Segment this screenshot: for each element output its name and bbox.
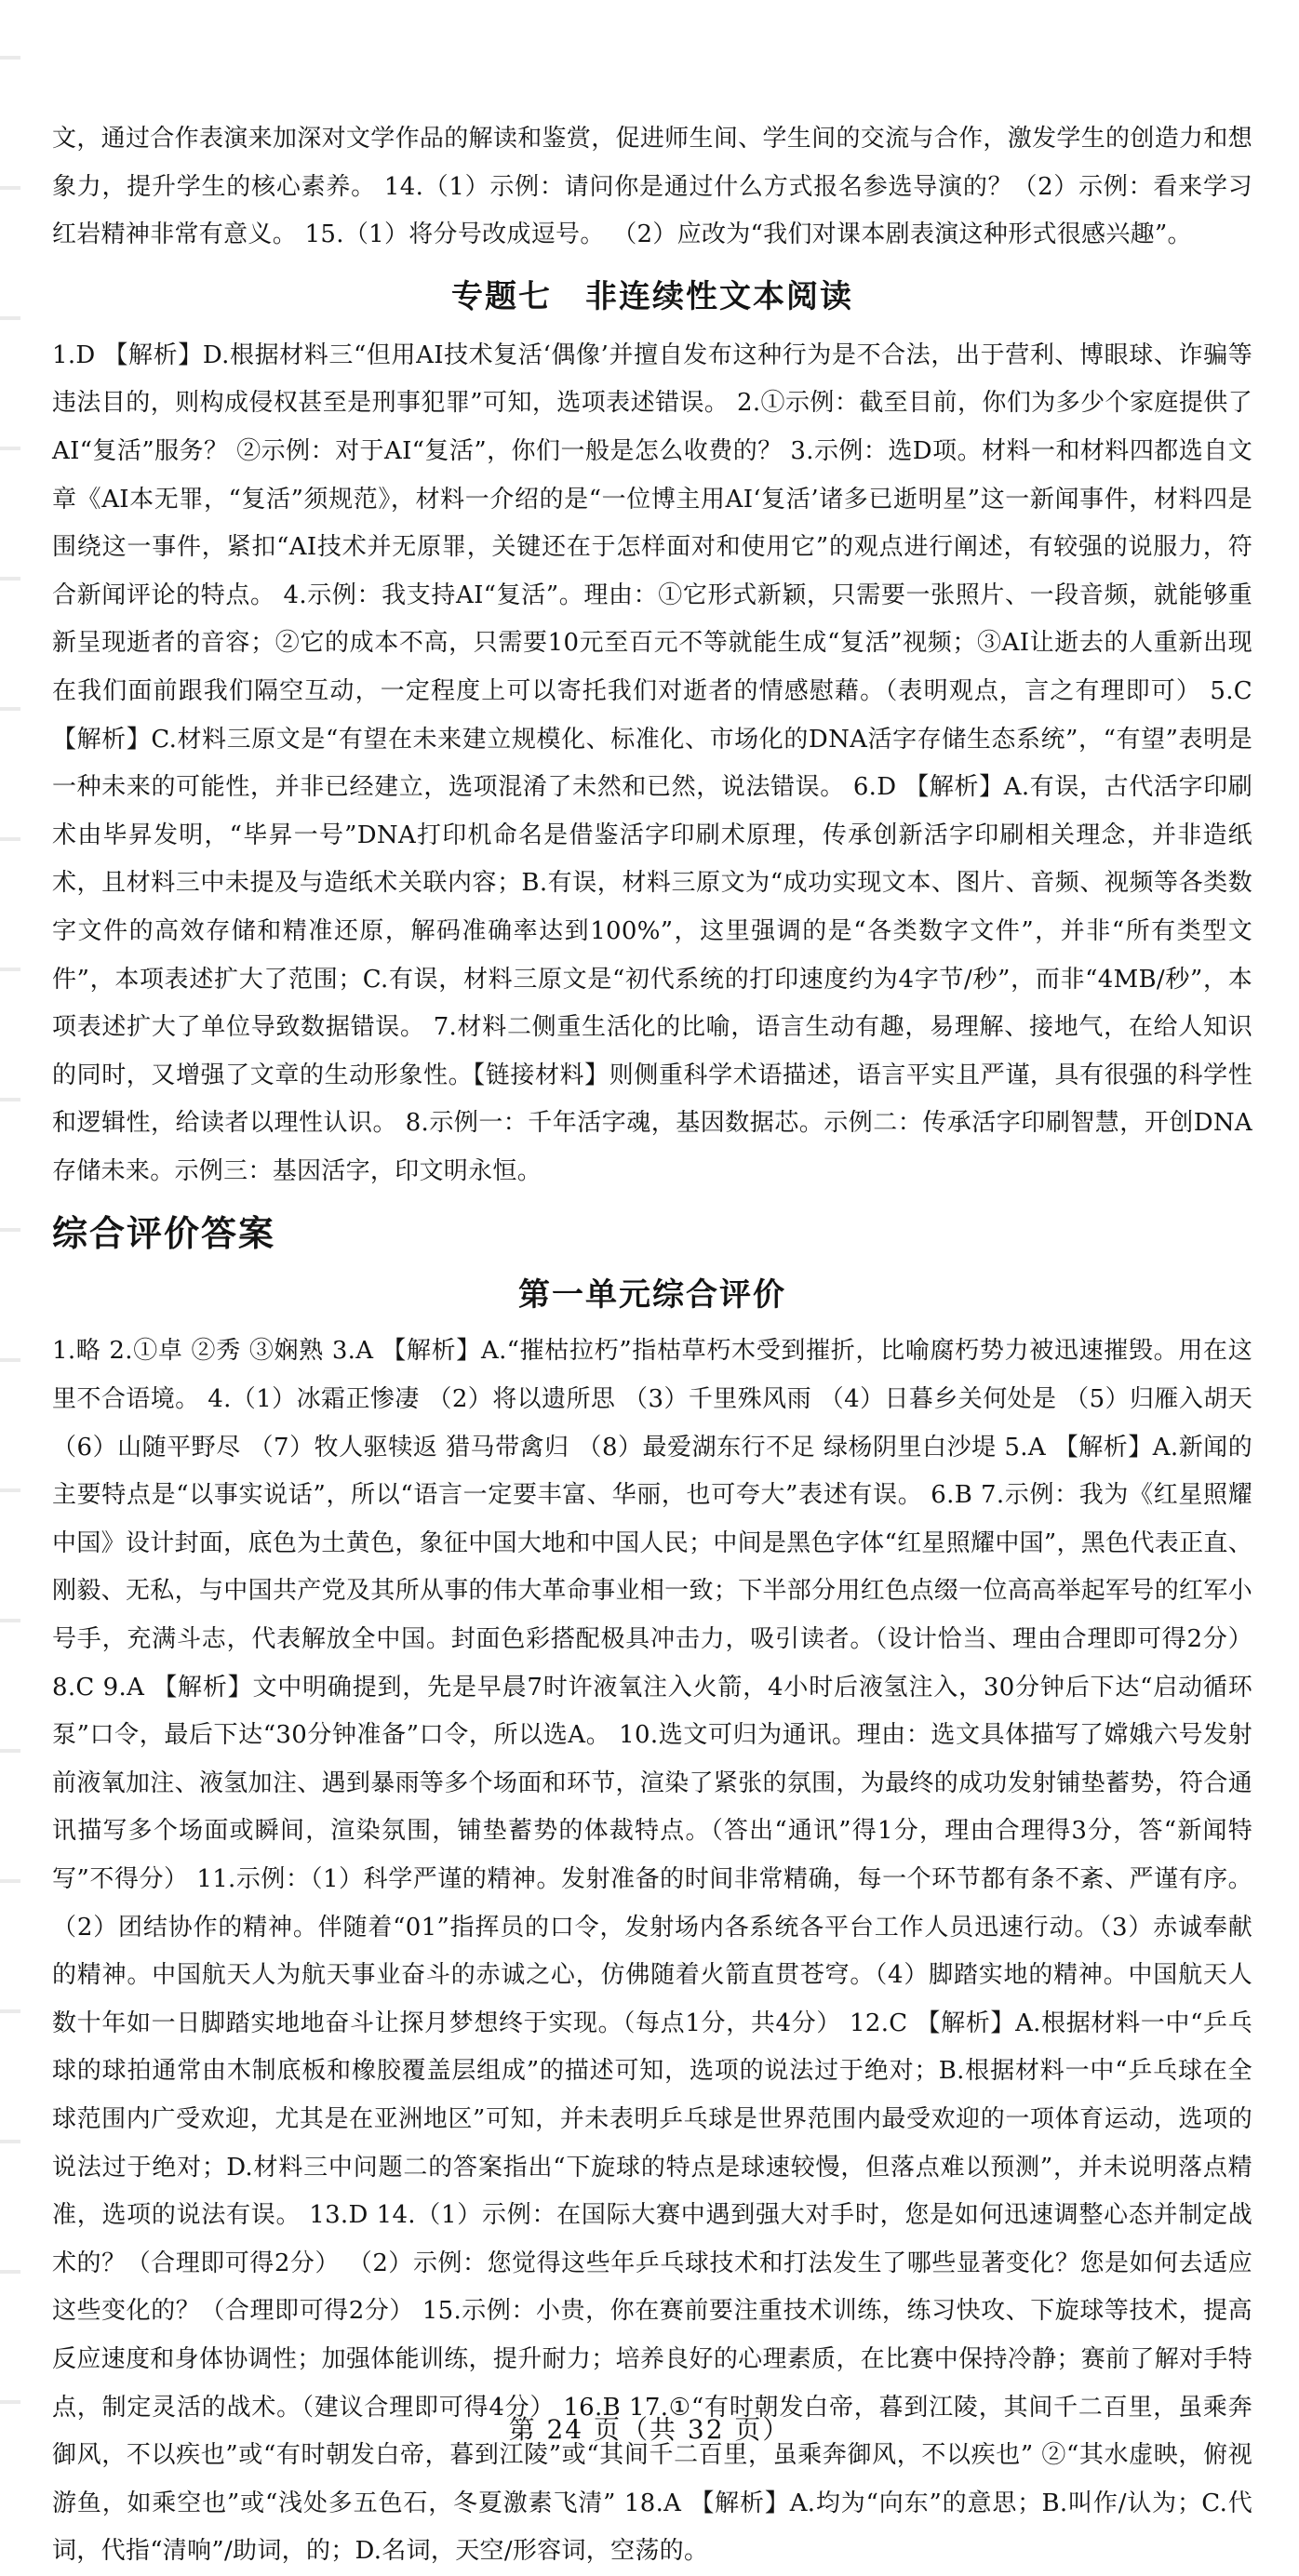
topic-seven-title: 专题七 非连续性文本阅读 — [451, 277, 853, 315]
comprehensive-title: 综合评价答案 — [52, 1213, 276, 1255]
topic-seven-paragraph: 1.D 【解析】D.根据材料三“但用AI技术复活‘偶像’并擅自发布这种行为是不合法，出于营利、博眼球、诈骗等违法目的，则构成侵权甚至是刑事犯罪”可知，选项表述错误。 2.①示例：截至目前，你们为多少个家庭提供了AI“复活”服务？ ②示例：对于AI“复活”，你们一般是怎么收费的？ 3.示例：选D项。材料一和材料四都选自文章《AI本无罪，“复活”须规范》，材料一介绍的是“一位博主用AI‘复活’诸多已逝明星”这一新闻事件，材料四是围绕这一事件，紧扣“AI技术并无原罪，关键还在于怎样面对和使用它”的观点进行阐述，有较强的说服力，符合新闻评论的特点。 4.示例：我支持AI“复活”。理由：①它形式新颖，只需要一张照片、一段音频，就能够重新呈现逝者的音容；②它的成本不高，只需要10元至百元不等就能生成“复活”视频；③AI让逝去的人重新出现在我们面前跟我们隔空互动，一定程度上可以寄托我们对逝者的情感慰藉。（表明观点，言之有理即可） 5.C 【解析】C.材料三原文是“有望在未来建立规模化、标准化、市场化的DNA活字存储生态系统”，“有望”表明是一种未来的可能性，并非已经建立，选项混淆了未然和已然，说法错误。 6.D 【解析】A.有误，古代活字印刷术由毕昇发明，“毕昇一号”DNA打印机命名是借鉴活字印刷术原理，传承创新活字印刷相关理念，并非造纸术，且材料三中未提及与造纸术关联内容；B.有误，材料三原文为“成功实现文本、图片、音频、视频等各类数字文件的高效存储和精准还原，解码准确率达到100%”，这里强调的是“各类数字文件”，并非“所有类型文件”，本项表述扩大了范围；C.有误，材料三原文是“初代系统的打印速度约为4字节/秒”，而非“4MB/秒”，本项表述扩大了单位导致数据错误。 7.材料二侧重生活化的比喻，语言生动有趣，易理解、接地气，在给人知识的同时，又增强了文章的生动形象性。【链接材料】则侧重科学术语描述，语言平实且严谨，具有很强的科学性和逻辑性，给读者以理性认识。 8.示例一：千年活字魂，基因数据芯。示例二：传承活字印刷智慧，开创DNA存储未来。示例三：基因活字，印文明永恒。 — [52, 340, 1252, 1185]
unit-one-title: 第一单元综合评价 — [518, 1276, 786, 1315]
unit-one-paragraph: 1.略 2.①卓 ②秀 ③娴熟 3.A 【解析】A.“摧枯拉朽”指枯草朽木受到摧折，比喻腐朽势力被迅速摧毁。用在这里不合语境。 4.（1）冰霜正惨凄 （2）将以遗所思 （3）千里殊风雨 （4）日暮乡关何处是 （5）归雁入胡天 （6）山随平野尽 （7）牧人驱犊返 猎马带禽归 （8）最爱湖东行不足 绿杨阴里白沙堤 5.A 【解析】A.新闻的主要特点是“以事实说话”，所以“语言一定要丰富、华丽，也可夸大”表述有误。 6.B 7.示例：我为《红星照耀中国》设计封面，底色为土黄色，象征中国大地和中国人民；中间是黑色字体“红星照耀中国”，黑色代表正直、刚毅、无私，与中国共产党及其所从事的伟大革命事业相一致；下半部分用红色点缀一位高高举起军号的红军小号手，充满斗志，代表解放全中国。封面色彩搭配极具冲击力，吸引读者。（设计恰当、理由合理即可得2分） 8.C 9.A 【解析】文中明确提到，先是早晨7时许液氧注入火箭，4小时后液氢注入，30分钟后下达“启动循环泵”口令，最后下达“30分钟准备”口令，所以选A。 10.选文可归为通讯。理由：选文具体描写了嫦娥六号发射前液氧加注、液氢加注、遇到暴雨等多个场面和环节，渲染了紧张的氛围，为最终的成功发射铺垫蓄势，符合通讯描写多个场面或瞬间，渲染氛围，铺垫蓄势的体裁特点。（答出“通讯”得1分，理由合理得3分，答“新闻特写”不得分） 11.示例：（1）科学严谨的精神。发射准备的时间非常精确，每一个环节都有条不紊、严谨有序。（2）团结协作的精神。伴随着“01”指挥员的口令，发射场内各系统各平台工作人员迅速行动。（3）赤诚奉献的精神。中国航天人为航天事业奋斗的赤诚之心，仿佛随着火箭直贯苍穹。（4）脚踏实地的精神。中国航天人数十年如一日脚踏实地地奋斗让探月梦想终于实现。（每点1分，共4分） 12.C 【解析】A.根据材料一中“乒乓球的球拍通常由木制底板和橡胶覆盖层组成”的描述可知，选项的说法过于绝对；B.根据材料一中“乒乓球在全球范围内广受欢迎，尤其是在亚洲地区”可知，并未表明乒乓球是世界范围内最受欢迎的一项体育运动，选项的说法过于绝对；D.材料三中问题二的答案指出“下旋球的特点是球速较慢，但落点难以预测”，并未说明落点精准，选项的说法有误。 13.D 14.（1）示例：在国际大赛中遇到强大对手时，您是如何迅速调整心态并制定战术的？（合理即可得2分） （2）示例：您觉得这些年乒乓球技术和打法发生了哪些显著变化？您是如何去适应这些变化的？（合理即可得2分） 15.示例：小贵，你在赛前要注重技术训练，练习快攻、下旋球等技术，提高反应速度和身体协调性；加强体能训练，提升耐力；培养良好的心理素质，在比赛中保持冷静；赛前了解对手特点，制定灵活的战术。（建议合理即可得4分） 16.B 17.①“有时朝发白帝，暮到江陵，其间千二百里，虽乘奔御风，不以疾也”或“有时朝发白帝，暮到江陵”或“其间千二百里，虽乘奔御风，不以疾也” ②“其水虚映，俯视游鱼，如乘空也”或“浅处多五色石，冬夏激素飞清” 18.A 【解析】A.均为“向东”的意思；B.叫作/认为；C.代词，代指“清响”/助词，的；D.名词，天空/形容词，空荡的。 — [52, 1337, 1252, 2566]
page-number-footer: 第 24 页（共 32 页） — [508, 2414, 791, 2445]
binding-margin-strip — [0, 0, 20, 2437]
page-content — [52, 115, 1252, 2576]
intro-paragraph: 文，通过合作表演来加深对文学作品的解读和鉴赏，促进师生间、学生间的交流与合作，激发学生的创造力和想象力，提升学生的核心素养。 14.（1）示例：请问你是通过什么方式报名参选导演的？（2）示例：看来学习红岩精神非常有意义。 15.（1）将分号改成逗号。 （2）应改为“我们对课本剧表演这种形式很感兴趣”。 — [52, 125, 1252, 249]
